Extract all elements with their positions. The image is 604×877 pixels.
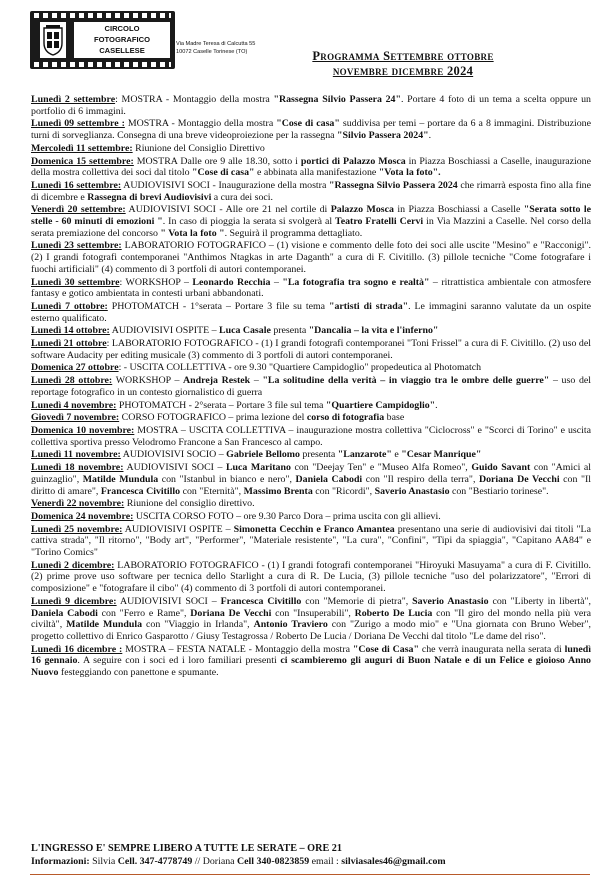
entry-date: Lunedì 4 novembre: <box>31 399 117 411</box>
program-entry <box>31 412 591 424</box>
entry-text: LABORATORIO FOTOGRAFICO – (1) visione e commento delle foto dei soci alle uscite "Mesino" e "Racconigi". (2) I grandi fotografi contemporanei "Anthimos Ntagkas in arte Daganth" a cura di F. Civitillo. (3) pillole tecniche "Come fotografare i fuochi artificiali" (4) commento di 3 portfoli di autori contemporanei. <box>31 240 591 275</box>
film-perforations-top <box>34 13 171 18</box>
cell-label: Cell. <box>117 856 138 867</box>
program-entry <box>31 240 591 275</box>
page-footer <box>31 842 591 868</box>
entry-text: – uso del reportage fotografico in un contesto giornalistico di guerra <box>31 375 592 398</box>
entry-highlight: Saverio Anastasio <box>412 595 489 607</box>
entry-text: con "Istanbul in bianco e nero", <box>158 473 296 485</box>
program-entry <box>31 596 591 643</box>
entry-highlight: "Silvio Passera 2024" <box>337 130 429 142</box>
entry-highlight: portici di Palazzo Mosca <box>300 155 406 167</box>
entry-text: con "Bestiario torinese". <box>449 485 549 497</box>
entry-text: AUDIOVISIVI OSPITE – <box>109 325 219 337</box>
entry-highlight: Antonio Traviero <box>253 619 328 631</box>
entry-highlight: Doriana De Vecchi <box>478 473 560 485</box>
entry-date: Domenica 10 novembre: <box>31 424 135 436</box>
coat-of-arms-icon <box>40 22 66 58</box>
entry-text: AUDIOVISIVI OSPITE – <box>122 523 234 535</box>
program-entry <box>31 511 591 523</box>
entry-highlight: Rassegna di brevi Audiovisivi <box>87 191 212 203</box>
program-entry <box>31 118 591 141</box>
entry-highlight: Gabriele Bellomo <box>226 449 300 461</box>
entry-text: . In caso di pioggia la serata si svolgerà al <box>162 216 336 228</box>
entry-text: MOSTRA Dalle ore 9 alle 18.30, sotto i <box>133 155 301 167</box>
program-entry <box>31 644 591 679</box>
entry-text: MOSTRA – USCITA COLLETTIVA – inaugurazione mostra collettiva "Ciclocross" e "Scorci di Torino" e uscita collettiva sportiva presso Velodromo Francone a San Francesco al campo. <box>31 424 591 448</box>
entry-text: PHOTOMATCH - 1°serata – Portare 3 file su tema <box>107 300 329 312</box>
entry-date: Lunedì 2 dicembre: <box>31 559 115 571</box>
entry-text: presentano una serie di audiovisivi dai titoli "La cattiva strada", "Il ritorno", "Body art", "Performer", "Materiale resistente", "La cura", "Confini", "Tipi da spiaggia", "Capitano AA84" e "Torino Comics" <box>31 523 591 559</box>
club-name-line: CIRCOLO <box>104 24 140 33</box>
entry-date: Mercoledì 11 settembre: <box>31 142 133 154</box>
entry-text: con "Ferro e Rame", <box>97 607 191 619</box>
program-entry <box>31 425 591 448</box>
program-entry <box>31 560 591 595</box>
entry-date: Venerdì 20 settembre: <box>31 204 126 216</box>
entry-highlight: "Cose di Casa" <box>352 643 419 655</box>
entry-date: Lunedì 21 ottobre <box>31 338 107 350</box>
entry-date: Lunedì 18 novembre: <box>31 462 124 474</box>
club-logo <box>30 11 256 69</box>
entry-date: Lunedì 2 settembre <box>31 94 116 105</box>
entry-text: WORKSHOP – <box>112 375 184 387</box>
entry-text: presenta <box>299 449 338 461</box>
program-entry <box>31 143 591 155</box>
program-entry <box>31 94 591 117</box>
film-perforations-bottom <box>34 62 171 67</box>
film-strip-graphic <box>30 11 175 69</box>
entry-text: e abbinata alla manifestazione <box>254 167 379 179</box>
entry-text: con "Ricordi", <box>312 485 375 497</box>
entry-highlight: "Serata sotto le stelle - 60 minuti di emozioni " <box>31 204 591 228</box>
address-line: Via Madre Teresa di Calcutta 55 <box>176 41 256 47</box>
entry-highlight: Luca Casale <box>219 325 271 337</box>
entry-highlight: Francesca Civitillo <box>220 595 302 607</box>
entry-text: a cura dei soci. <box>211 191 274 203</box>
club-name-line: FOTOGRAFICO <box>94 35 150 44</box>
entry-date: Lunedì 9 dicembre: <box>31 595 117 607</box>
program-entry <box>31 204 591 239</box>
entry-date: Domenica 15 settembre: <box>31 155 134 167</box>
entry-highlight: Matilde Mundula <box>82 473 159 485</box>
entry-text: CORSO FOTOGRAFICO – prima lezione del <box>119 412 307 424</box>
program-entry <box>31 375 591 398</box>
entry-highlight: Luca Maritano <box>225 462 291 474</box>
entry-highlight: Guido Savant <box>471 462 531 474</box>
entry-text: PHOTOMATCH - 2°serata – Portare 3 file sul tema <box>116 399 326 411</box>
entry-highlight: Palazzo Mosca <box>330 204 394 216</box>
program-entry <box>31 449 591 461</box>
entry-highlight: lunedì 16 gennaio <box>31 643 591 667</box>
entry-highlight: Leonardo Recchia <box>192 276 271 288</box>
program-entry <box>31 338 591 361</box>
title-line-1: Programma Settembre ottobre <box>312 49 494 63</box>
entry-text: AUDIOVISIVI SOCI - Alle ore 21 nel cortile di <box>125 204 331 216</box>
entry-date: Domenica 27 ottobre <box>31 362 119 374</box>
entry-text: con "Zurigo a modo mio" e "Una giornata con Bruno Weber", progetto collettivo di Enrico Gasparotto / Giusy Testagrossa / Roberto De Lucia / Doriana De Vecchi dal titolo "Le dame del riso". <box>31 619 591 642</box>
program-entry <box>31 325 591 337</box>
cell-label: Cell <box>237 856 255 867</box>
entry-highlight: "Rassegna Silvio Passera 2024 <box>329 179 458 191</box>
entry-highlight: Massimo Brenta <box>243 485 313 497</box>
entry-highlight: "Quartiere Campidoglio" <box>325 399 436 411</box>
entry-text: AUDIOVISIVI SOCI - Inaugurazione della mostra <box>121 179 330 191</box>
entry-text: che verrà inaugurata nella serata di <box>418 643 565 655</box>
entry-highlight: Simonetta Cecchin e Franco Amantea <box>233 523 395 535</box>
free-entry-notice: L'INGRESSO E' SEMPRE LIBERO A TUTTE LE SERATE – ORE 21 <box>31 843 342 854</box>
entry-highlight: Roberto De Lucia <box>354 607 433 619</box>
program-list <box>31 94 591 680</box>
entry-text: . <box>435 399 438 411</box>
club-name-line: CASELLESE <box>99 46 145 55</box>
entry-highlight: corso di fotografia <box>306 412 385 424</box>
program-entry <box>31 524 591 559</box>
entry-highlight: Daniela Cabodi <box>31 607 98 619</box>
entry-date: Domenica 24 novembre: <box>31 510 134 522</box>
entry-text: con "Viaggio in Irlanda", <box>142 619 254 631</box>
entry-date: Venerdì 22 novembre: <box>31 498 125 510</box>
entry-date: Lunedì 23 settembre: <box>31 240 122 252</box>
phone-number-1: 347-4778749 <box>137 856 193 867</box>
entry-text: . Seguirà il programma dettagliato. <box>224 227 363 239</box>
entry-text: : - USCITA COLLETTIVA - ore 9.30 "Quartiere Campidoglio" propedeutica al Photomatch <box>118 362 482 374</box>
entry-date: Lunedì 25 novembre: <box>31 523 123 535</box>
entry-text: MOSTRA - Montaggio della mostra <box>124 118 277 130</box>
entry-text: Riunione del Consiglio Direttivo <box>132 142 265 154</box>
address-line: 10072 Caselle Torinese (TO) <box>176 49 248 55</box>
entry-date: Lunedì 7 ottobre: <box>31 300 108 312</box>
contact-separator: // Doriana <box>192 856 238 867</box>
entry-highlight: Andreja Restek <box>183 375 251 387</box>
entry-text: Riunione del consiglio direttivo. <box>124 498 255 510</box>
entry-date: Lunedì 14 ottobre: <box>31 325 110 337</box>
entry-text: con "Deejay Ten" e "Museo Alfa Romeo", <box>290 462 472 474</box>
program-entry <box>31 400 591 412</box>
program-entry <box>31 462 591 497</box>
program-title <box>268 49 538 79</box>
program-entry <box>31 180 591 203</box>
entry-text: con "Il diritto di amare", <box>31 473 592 497</box>
entry-text: – ritrattistica ambientale con atmosfere fantasy e gotico ambientata in contesti urbani abbandonati. <box>31 276 591 300</box>
info-label: Informazioni: <box>31 856 90 867</box>
entry-text: e <box>391 449 402 461</box>
entry-highlight: Saverio Anastasio <box>374 485 450 497</box>
entry-text: in Piazza Boschiassi a Caselle, inaugurazione della mostra collettiva dei soci dal titolo <box>31 155 592 179</box>
entry-highlight: "La fotografia tra sogno e realtà" <box>282 276 430 288</box>
entry-text: . Le immagini saranno valutate da un ospite esterno qualificato. <box>31 300 591 324</box>
entry-text: con "Il giro del mondo nella più vera civiltà", <box>31 607 591 631</box>
email-label: email : <box>309 856 342 867</box>
entry-date: Lunedì 11 novembre: <box>31 449 121 461</box>
entry-text: . <box>428 130 432 142</box>
entry-text: con "Memorie di pietra", <box>301 595 413 607</box>
entry-text: AUDIOVISIVI SOCI – <box>116 595 221 607</box>
entry-text: festeggiando con panettone e spumante. <box>58 667 219 679</box>
bottom-divider <box>30 874 590 875</box>
entry-highlight: "artisti di strada" <box>328 300 409 312</box>
entry-date: Lunedì 16 settembre: <box>31 179 122 191</box>
entry-text: MOSTRA – FESTA NATALE - Montaggio della mostra <box>122 643 353 655</box>
entry-highlight: "Cesar Manrique" <box>401 449 482 461</box>
entry-text: LABORATORIO FOTOGRAFICO - (1) I grandi fotografi contemporanei "Hiroyuki Masuyama" a cura di F. Civitillo. (2) prime prove uso software per tecnica dello Starlight a cura di R. De Lucia, (3) pillole tecniche "uso del polarizzatore", "Errori di composizione" e "fotografare il cibo" (4) commento di 3 portfoli di autori contemporanei. <box>31 559 591 595</box>
entry-highlight: ci scambieremo gli auguri di Buon Natale e di un Felice e gioioso Anno Nuovo <box>31 655 591 679</box>
entry-text: USCITA CORSO FOTO – ore 9.30 Parco Dora – prima uscita con gli allievi. <box>133 510 441 522</box>
entry-highlight: Teatro Fratelli Cervi <box>335 216 424 228</box>
program-entry <box>31 362 591 374</box>
entry-highlight: "Lanzarote" <box>337 449 392 461</box>
entry-text: . A seguire con i soci ed i loro familiari presenti <box>77 655 281 667</box>
entry-highlight: Francesca Civitillo <box>100 485 181 497</box>
entry-text: – <box>250 375 263 387</box>
entry-text: in Via Mazzini a Caselle. Nel corso della serata premiazione del concorso <box>31 216 591 239</box>
entry-highlight: Daniela Cabodi <box>295 473 363 485</box>
entry-text: presenta <box>270 325 309 337</box>
entry-date: Lunedì 16 dicembre : <box>31 643 123 655</box>
contact-info <box>31 855 591 868</box>
entry-highlight: "Cose di casa" <box>276 118 340 130</box>
entry-text: con "Eternità", <box>180 485 244 497</box>
entry-text: con "Insuperabili", <box>271 607 355 619</box>
entry-date: Lunedì 28 ottobre: <box>31 375 113 387</box>
entry-highlight: "La solitudine della verità – in viaggio tra le ombre delle guerre" <box>262 375 550 387</box>
entry-highlight: "Dancalia – la vita e l'inferno" <box>308 325 439 337</box>
entry-text: : LABORATORIO FOTOGRAFICO - (1) I grandi fotografi contemporanei "Toni Frissel" a cura di F. Civitillo. (2) uso del software Audacity per editing musicale (3) commento di 3 portfoli di autori contemporanei. <box>31 338 591 361</box>
entry-text: AUDIOVISIVI SOCIO – <box>120 449 227 461</box>
entry-text: con "Liberty in libertà", <box>488 595 591 607</box>
club-name <box>74 22 170 58</box>
entry-text: che rimarrà esposta fino alla fine di dicembre e <box>31 179 592 203</box>
entry-text: con "Amici al guinzaglio", <box>31 462 591 485</box>
entry-date: Giovedì 7 novembre: <box>31 412 120 424</box>
entry-text: : MOSTRA - Montaggio della mostra <box>115 94 274 105</box>
entry-text: con "Il respiro della terra", <box>362 473 479 485</box>
email-link[interactable]: silviasales46@gmail.com <box>341 856 446 867</box>
phone-number-2: 340-0823859 <box>254 856 310 867</box>
program-entry <box>31 156 591 179</box>
program-entry <box>31 498 591 510</box>
entry-highlight: "Rassegna Silvio Passera 24" <box>273 94 401 105</box>
entry-text: suddivisa per temi – portare da 6 a 8 immagini. Distribuzione turni di sorveglianza. Consegna di una breve videoproiezione per la rassegna <box>31 118 591 142</box>
entry-highlight: Doriana De Vecchi <box>190 607 272 619</box>
contact1-name: Silvia <box>89 856 118 867</box>
entry-text: : WORKSHOP – <box>119 276 193 288</box>
entry-text: in Piazza Boschiassi a Caselle <box>393 204 524 216</box>
entry-text: – <box>270 276 283 288</box>
entry-text: AUDIOVISIVI SOCI – <box>123 462 226 474</box>
entry-highlight: "Vota la foto". <box>378 167 441 179</box>
program-entry <box>31 277 591 300</box>
title-line-2: novembre dicembre 2024 <box>332 64 474 78</box>
entry-highlight: " Vota la foto " <box>160 227 225 239</box>
entry-text: . Portare 4 foto di un tema a scelta oppure un portfolio di 6 immagini. <box>31 94 591 117</box>
entry-highlight: Matilde Mundula <box>66 619 143 631</box>
program-entry <box>31 301 591 324</box>
entry-date: Lunedì 09 settembre : <box>31 118 125 130</box>
entry-date: Lunedì 30 settembre <box>31 276 120 288</box>
entry-text: base <box>384 412 405 424</box>
entry-highlight: "Cose di casa" <box>191 167 255 179</box>
